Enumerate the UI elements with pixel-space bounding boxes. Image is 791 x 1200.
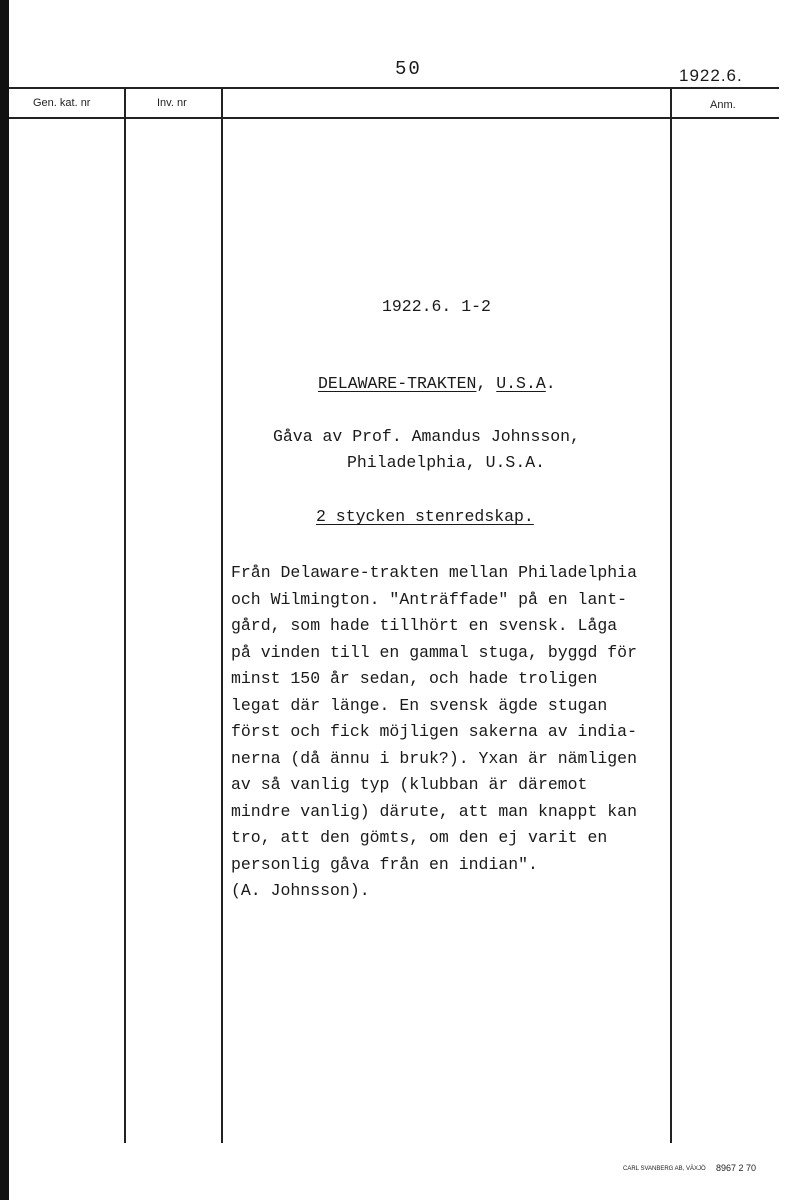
donor-line-1: Gåva av Prof. Amandus Johnsson,	[273, 427, 580, 446]
printer-imprint: CARL SVANBERG AB, VÄXJÖ	[623, 1166, 706, 1172]
entry-place	[318, 374, 556, 393]
column-header-inv: Inv. nr	[157, 97, 187, 109]
place-name: DELAWARE-TRAKTEN	[318, 374, 477, 393]
description-line: Från Delaware-trakten mellan Philadelphia	[231, 563, 637, 582]
column-header-anm: Anm.	[710, 99, 736, 111]
description-line: på vinden till en gammal stuga, byggd för	[231, 642, 637, 662]
description-line: legat där länge. En svensk ägde stugan	[231, 695, 608, 715]
column-divider-3	[670, 88, 672, 1143]
column-divider-1	[124, 88, 126, 1143]
binding-edge	[0, 0, 9, 1200]
page-number: 50	[395, 58, 422, 80]
description-line: gård, som hade tillhört en svensk. Låga	[231, 616, 618, 635]
place-country: U.S.A	[496, 374, 546, 393]
column-divider-2	[221, 88, 223, 1143]
ledger-date: 1922.6.	[679, 66, 743, 85]
entry-number: 1922.6. 1-2	[382, 297, 491, 316]
description-line: (A. Johnsson).	[231, 881, 370, 900]
description-line: tro, att den gömts, om den ej varit en	[231, 828, 608, 847]
description-line: minst 150 år sedan, och hade troligen	[231, 669, 598, 688]
description-line: och Wilmington. "Anträffade" på en lant-	[231, 589, 628, 609]
description-line: personlig gåva från en indian".	[231, 854, 538, 874]
description	[231, 560, 637, 905]
description-line: mindre vanlig) därute, att man knappt kan	[231, 801, 637, 821]
place-end: .	[545, 374, 556, 393]
description-line: nerna (då ännu i bruk?). Yxan är nämligen	[231, 748, 637, 768]
donor-line-2: Philadelphia, U.S.A.	[347, 453, 546, 472]
description-line: av så vanlig typ (klubban är däremot	[231, 775, 588, 794]
place-separator: ,	[476, 374, 497, 393]
column-header-gen-kat: Gen. kat. nr	[33, 97, 91, 109]
description-line: först och fick möjligen sakerna av india-	[231, 722, 637, 741]
form-code: 8967 2 70	[716, 1163, 757, 1173]
object-heading: 2 stycken stenredskap.	[316, 507, 534, 526]
